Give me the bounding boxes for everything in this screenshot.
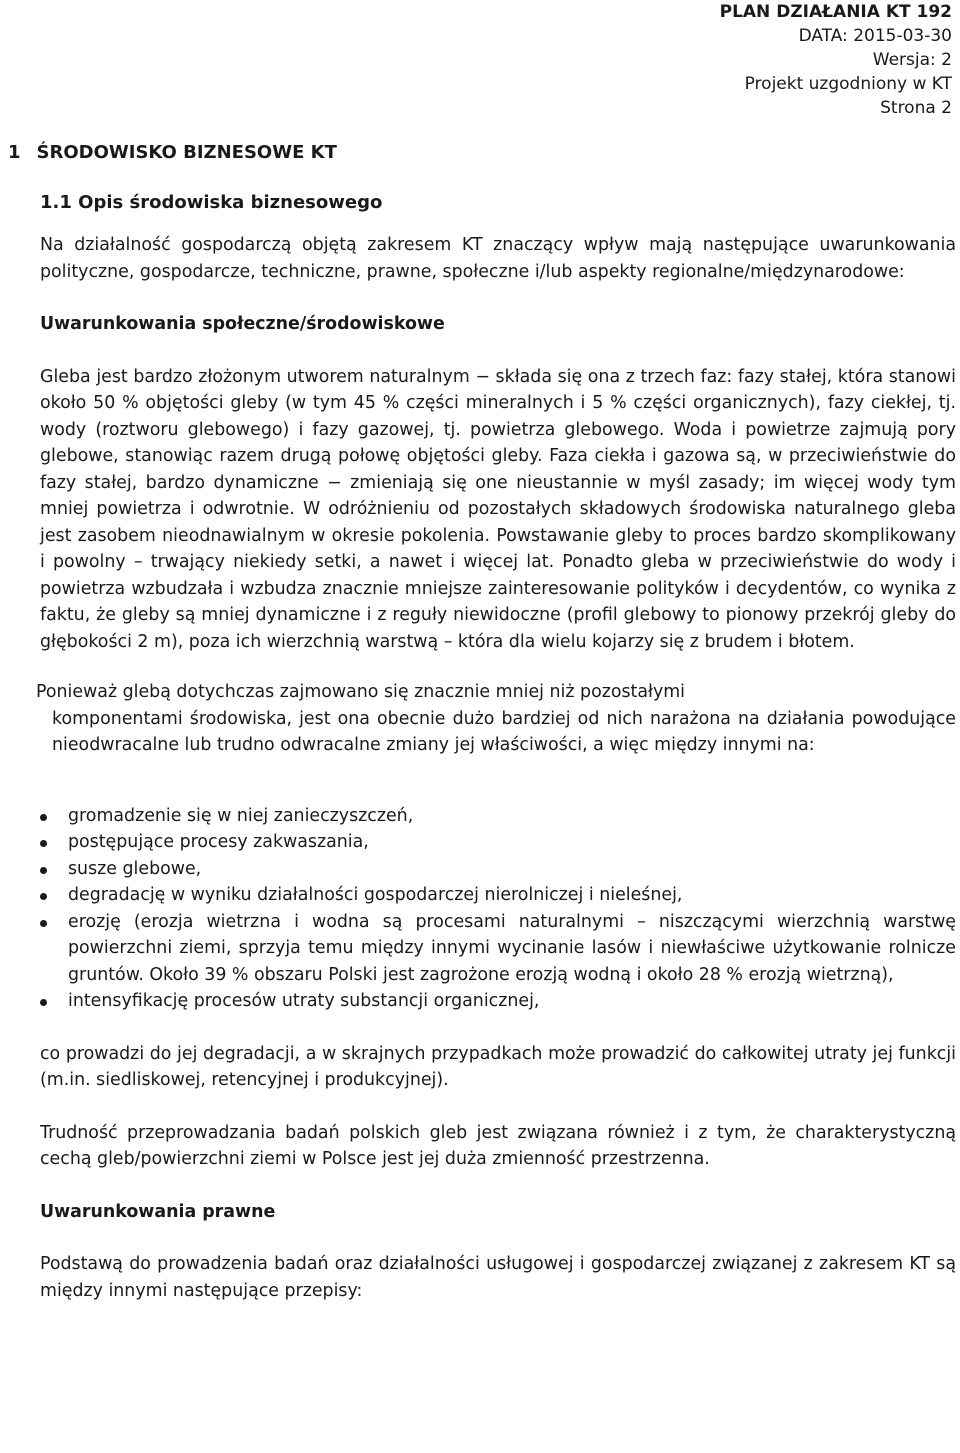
legal-paragraph: Podstawą do prowadzenia badań oraz działalności usługowej i gospodarczej związanej z zakresem KT są między innymi następujące przepisy: [40,1254,956,1301]
soil-description-paragraph: Gleba jest bardzo złożonym utworem naturalnym − składa się ona z trzech faz: fazy stałej, która stanowi około 50 % objętości gleby (w tym 45 % części mineralnych i 5 % części organicznych), fazy ciekłej, tj. wody (roztworu glebowego) i fazy gazowej, tj. powietrza glebowego. Woda i powietrze zajmują pory glebowe, stanowiąc razem drugą połowę objętości gleby. Faza ciekła i gazowa są, w przeciwieństwie do fazy stałej, bardzo dynamiczne − zmieniają się one nieustannie w myśl zasady; im więcej wody tym mniej powietrza i odwrotnie. W odróżnieniu od pozostałych składowych środowiska naturalnego gleba jest zasobem nieodnawialnym w okresie pokolenia. Powstawanie gleby to proces bardzo skomplikowany i powolny – trwający niekiedy setki, a nawet i więcej lat. Ponadto gleba w przeciwieństwie do wody i powietrza wzbudzała i wzbudza znacznie mniejsze zainteresowanie polityków i decydentów, co wynika z faktu, że gleby są mniej dynamiczne i z reguły niewidoczne (profil glebowy to pionowy przekrój gleby do głębokości 2 m), poza ich wierzchnią warstwą – która dla wielu kojarzy się z brudem i błotem. [40,366,956,652]
degradation-paragraph: co prowadzi do jej degradacji, a w skrajnych przypadkach może prowadzić do całkowitej utraty jej funkcji (m.in. siedliskowej, retencyjnej i produkcyjnej). [40,1043,956,1090]
section-number: 1 [8,142,21,163]
document-date: DATA: 2015-03-30 [798,26,952,46]
bullet-icon [40,893,47,900]
document-version: Wersja: 2 [872,50,952,70]
bullet-icon [40,999,47,1006]
page-number: Strona 2 [880,98,952,118]
document-body [36,232,956,1330]
bullet-icon [40,867,47,874]
list-item-text: intensyfikację procesów utraty substancji organicznej, [68,991,540,1011]
list-item [40,856,956,883]
social-heading: Uwarunkowania społeczne/środowiskowe [40,314,445,334]
threats-list [40,803,956,1015]
document-header [720,0,952,120]
difficulty-paragraph: Trudność przeprowadzania badań polskich gleb jest związana również i z tym, że charakterystyczną cechą gleb/powierzchni ziemi w Polsce jest jej duża zmienność przestrzenna. [40,1122,956,1169]
list-item-text: postępujące procesy zakwaszania, [68,832,369,852]
list-item-text: susze glebowe, [68,858,202,879]
section-title: ŚRODOWISKO BIZNESOWE KT [36,142,337,163]
subsection-heading: 1.1 Opis środowiska biznesowego [40,192,383,213]
bullet-icon [40,840,47,847]
list-item [40,909,956,989]
soil-threats-rest: komponentami środowiska, jest ona obecnie dużo bardziej od nich narażona na działania powodujące nieodwracalne lub trudno odwracalne zmiany jej właściwości, a więc między innymi na: [52,708,956,755]
intro-paragraph: Na działalność gospodarczą objętą zakresem KT znaczący wpływ mają następujące uwarunkowania polityczne, gospodarcze, techniczne, prawne, społeczne i/lub aspekty regionalne/międzynarodowe: [40,235,956,282]
list-item [40,829,956,856]
legal-heading: Uwarunkowania prawne [40,1201,276,1222]
bullet-icon [40,920,47,927]
soil-threats-intro [36,679,956,759]
document-status: Projekt uzgodniony w KT [744,74,952,94]
soil-threats-first-line: Ponieważ glebą dotychczas zajmowano się znacznie mniej niż pozostałymi [36,682,686,702]
list-item-text: degradację w wyniku działalności gospodarczej nierolniczej i nieleśnej, [68,885,683,905]
list-item-text: gromadzenie się w niej zanieczyszczeń, [68,805,414,826]
section-heading [8,142,337,163]
bullet-icon [40,814,47,821]
list-item [40,988,956,1015]
list-item [40,882,956,909]
plan-title: PLAN DZIAŁANIA KT 192 [719,2,952,22]
list-item-text: erozję (erozja wietrzna i wodna są procesami naturalnymi – niszczącymi wierzchnią warstwę powierzchni ziemi, sprzyja temu między innymi wycinanie lasów i niewłaściwe użytkowanie rolnicze gruntów. Około 39 % obszaru Polski jest zagrożone erozją wodną i około 28 % erozją wietrzną), [68,911,956,985]
list-item [40,803,956,830]
